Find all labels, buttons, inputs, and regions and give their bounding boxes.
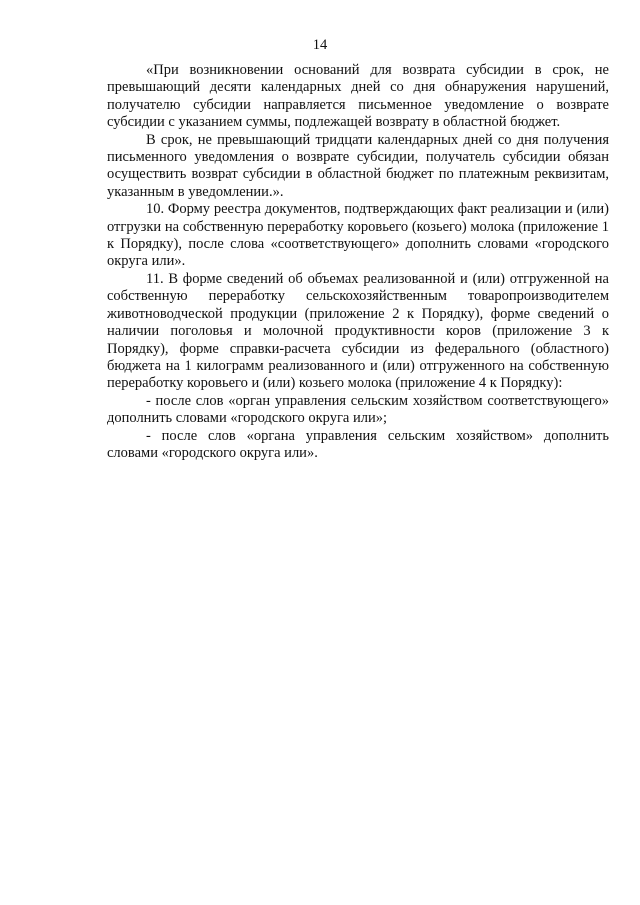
paragraph-subsidy-return-deadline: В срок, не превышающий тридцати календарных дней со дня получения письменного уведомления о возврате субсидии, получатель субсидии обязан осуществить возврат субсидии в областной бюджет по платежным реквизитам, указанным в уведомлении.».	[107, 131, 609, 200]
paragraph-amendment-1: - после слов «орган управления сельским хозяйством соответствующего» дополнить словами «городского округа или»;	[107, 392, 609, 427]
page-number: 14	[312, 37, 328, 53]
paragraph-item-11: 11. В форме сведений об объемах реализованной и (или) отгруженной на собственную переработку сельскохозяйственным товаропроизводителем животноводческой продукции (приложение 2 к Порядку), форме сведений о наличии поголовья и молочной продуктивности коров (приложение 3 к Порядку), форме справки-расчета субсидии из федерального (областного) бюджета на 1 килограмм реализованного и (или) отгруженного на собственную переработку коровьего и (или) козьего молока (приложение 4 к Порядку):	[107, 270, 609, 392]
document-body	[107, 62, 609, 462]
paragraph-subsidy-return-notice: «При возникновении оснований для возврата субсидии в срок, не превышающий десяти календарных дней со дня обнаружения нарушений, получателю субсидии направляется письменное уведомление о возврате субсидии с указанием суммы, подлежащей возврату в областной бюджет.	[107, 62, 609, 131]
paragraph-item-10: 10. Форму реестра документов, подтверждающих факт реализации и (или) отгрузки на собственную переработку коровьего (козьего) молока (приложение 1 к Порядку), после слова «соответствующего» дополнить словами «городского округа или».	[107, 201, 609, 270]
paragraph-amendment-2: - после слов «органа управления сельским хозяйством» дополнить словами «городского округа или».	[107, 427, 609, 461]
